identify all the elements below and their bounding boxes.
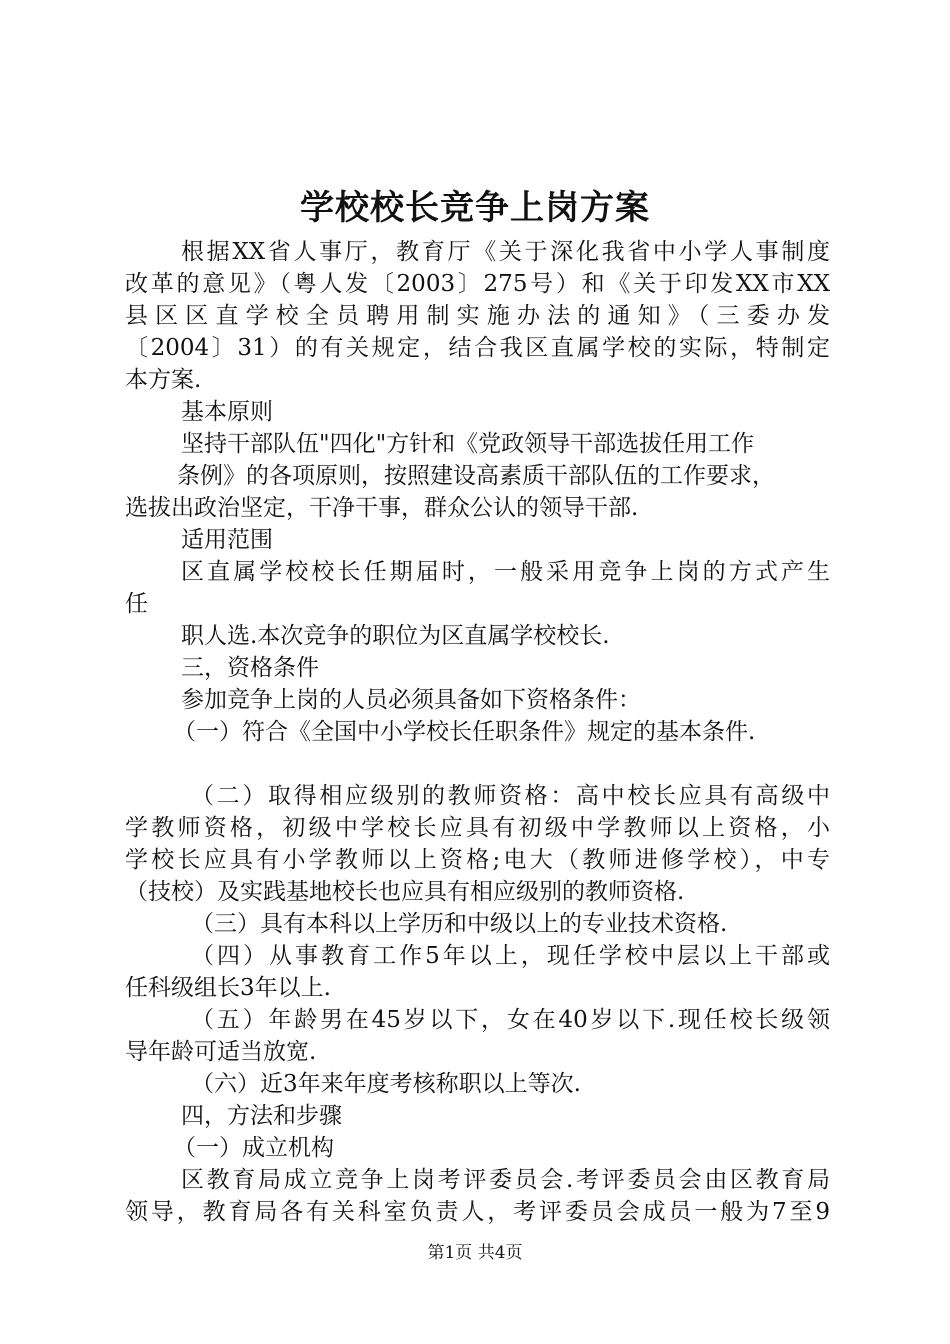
paragraph-line: 区直属学校校长任期届时，一般采用竞争上岗的方式产生 — [181, 559, 830, 585]
paragraph-line: 县区区直学校全员聘用制实施办法的通知》（三委办发 — [125, 303, 830, 329]
paragraph-line: 坚持干部队伍"四化"方针和《党政领导干部选拔任用工作 — [181, 431, 755, 457]
paragraph-line: 本方案. — [125, 367, 202, 393]
paragraph-line: 选拔出政治坚定，干净干事，群众公认的领导干部. — [125, 495, 639, 521]
page-number: 第1页 共4页 — [427, 1243, 523, 1263]
paragraph-line: 职人选.本次竞争的职位为区直属学校校长. — [181, 623, 610, 649]
document-title: 学校校长竞争上岗方案 — [300, 188, 650, 228]
paragraph-line: 条例》的各项原则，按照建设高素质干部队伍的工作要求， — [177, 463, 775, 489]
section-heading: 基本原则 — [181, 399, 273, 425]
paragraph-line: 〔2004〕31）的有关规定，结合我区直属学校的实际，特制定 — [125, 335, 830, 361]
document-body — [125, 236, 830, 1228]
paragraph-line: 任 — [125, 591, 148, 617]
section-heading: 四，方法和步骤 — [181, 1103, 342, 1129]
paragraph-line: 参加竞争上岗的人员必须具备如下资格条件： — [181, 687, 641, 713]
paragraph-line: （一）符合《全国中小学校长任职条件》规定的基本条件. — [173, 719, 756, 745]
paragraph-line: 任科级组长3年以上. — [125, 975, 331, 1001]
paragraph-line: 领导，教育局各有关科室负责人，考评委员会成员一般为7至9 — [125, 1199, 830, 1225]
paragraph-line: 学校长应具有小学教师以上资格;电大（教师进修学校），中专 — [125, 847, 830, 873]
paragraph-line: 改革的意见》（粤人发〔2003〕275号）和《关于印发XX市XX — [125, 271, 830, 297]
paragraph-line: （三）具有本科以上学历和中级以上的专业技术资格. — [191, 911, 728, 937]
paragraph-line: （五）年龄男在45岁以下，女在40岁以下.现任校长级领 — [191, 1007, 830, 1033]
paragraph-line: （四）从事教育工作5年以上，现任学校中层以上干部或 — [191, 943, 830, 969]
subsection-heading: （一）成立机构 — [173, 1135, 334, 1161]
paragraph-line: （六）近3年来年度考核称职以上等次. — [191, 1071, 581, 1097]
paragraph-line: 根据XX省人事厅，教育厅《关于深化我省中小学人事制度 — [181, 239, 830, 265]
paragraph-line: 学教师资格，初级中学校长应具有初级中学教师以上资格，小 — [125, 815, 830, 841]
section-heading: 适用范围 — [181, 527, 273, 553]
section-heading: 三，资格条件 — [181, 655, 319, 681]
paragraph-line: 区教育局成立竞争上岗考评委员会.考评委员会由区教育局 — [181, 1167, 830, 1193]
paragraph-line: 导年龄可适当放宽. — [125, 1039, 317, 1065]
paragraph-line: （二）取得相应级别的教师资格：高中校长应具有高级中 — [191, 783, 830, 809]
paragraph-line: （技校）及实践基地校长也应具有相应级别的教师资格. — [125, 879, 685, 905]
blank-line — [125, 748, 830, 780]
